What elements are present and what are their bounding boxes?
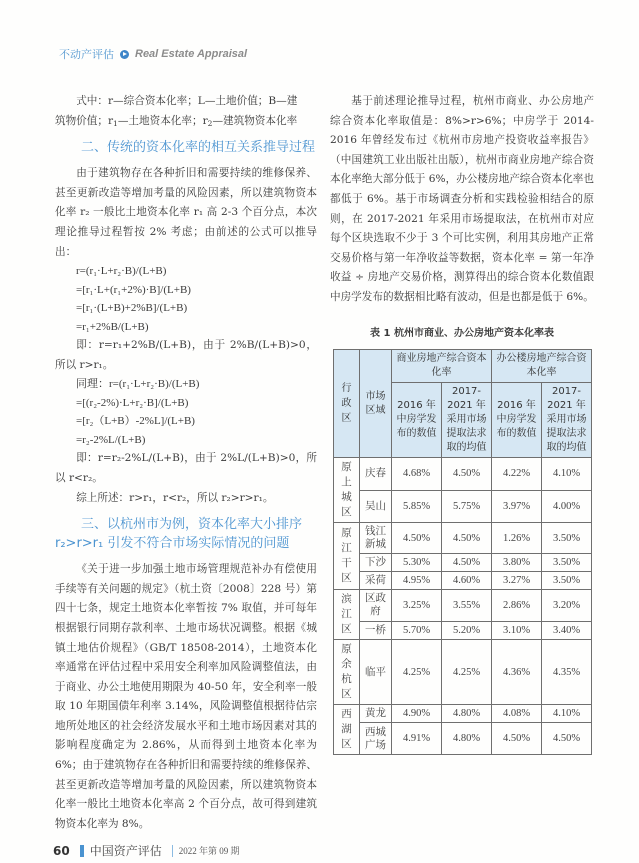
derivation-2-intro: 同理：r=(r₁·L+r₂·B)/(L+B) [76, 378, 200, 391]
rate-cell: 3.40% [542, 621, 592, 639]
derivation-1-line: r=(r₁·L+r₂·B)/(L+B) [76, 265, 167, 278]
district-text: 原上城区 [341, 461, 352, 519]
rate-cell: 4.50% [442, 458, 492, 491]
market-area-text: 下沙 [365, 556, 386, 569]
rate-cell: 4.68% [392, 458, 442, 491]
header-area-text: 市场区域 [365, 390, 386, 416]
rate-cell: 4.25% [442, 640, 492, 705]
rate-cell: 5.20% [442, 621, 492, 639]
market-area-cell [360, 458, 392, 491]
market-area-cell [360, 572, 392, 590]
rate-cell: 5.30% [392, 554, 442, 572]
rate-cell: 4.91% [392, 723, 442, 755]
market-area-text: 钱江新城 [365, 525, 386, 551]
rate-cell: 4.50% [442, 554, 492, 572]
rate-cell: 5.70% [392, 621, 442, 639]
district-text: 原江干区 [341, 527, 352, 585]
rate-cell: 3.50% [542, 523, 592, 554]
derivation-1-conclusion: 即：r=r₁+2%B/(L+B)，由于 2%B/(L+B)>0，所以 r>r₁。 [55, 339, 317, 371]
rate-cell: 1.26% [492, 523, 542, 554]
section-3-paragraph: 《关于进一步加强土地市场管理规范补办有偿使用手续等有关问题的规定》（杭土资〔2008〕228 号）第四十七条，规定土地资本化率暂按 7% 取值，并可每年根据银行同期存款利率、土地市场状况调整。根据《城镇土地估价规程》（GB/T 18508-2014），土地资本化率通常在评估过程中采用安全利率加风险调整值法，由于商业、办公土地使用期限为 40-50 年，安全利率一般取 10 年期国债年利率 3.14%，风险调整值根据待估宗地所处地区的社会经济发展水平和土地市场因素对其的影响程度确定为 2.86%，从而得到土地资本化率为 6%；由于建筑物存在各种折旧和需要持续的维修保养、甚至更新改造等增加考量的风险因素，所以建筑物资本化率一般比土地资本化率高 2 个百分点，故可得到建筑物资本化率为 8%。 [55, 563, 317, 830]
capitalization-rate-table [333, 349, 592, 755]
table-row [334, 590, 592, 622]
section-label-cn: 不动产评估 [59, 48, 114, 61]
footer-separator [172, 845, 173, 857]
table-row [334, 723, 592, 755]
table-row [334, 490, 592, 523]
table-row [334, 554, 592, 572]
formula-legend-line2: 筑物价值；$r_1—$土地资本化率；$r_2—$建筑物资本化率 [55, 114, 298, 128]
district-cell [334, 640, 360, 705]
market-area-cell [360, 621, 392, 639]
rate-cell: 3.27% [492, 572, 542, 590]
table-title: 表 1 杭州市商业、办公房地产资本化率表 [370, 327, 554, 339]
rate-cell: 4.50% [442, 523, 492, 554]
district-cell [334, 590, 360, 640]
market-area-cell [360, 590, 392, 622]
legend-text: —土地资本化率；r [117, 114, 208, 127]
rate-cell: 4.95% [392, 572, 442, 590]
header-commercial-2016: 2016 年中房学发布的数值 [392, 383, 442, 458]
market-area-cell [360, 490, 392, 523]
rate-cell: 3.10% [492, 621, 542, 639]
district-text: 西湖区 [341, 708, 352, 751]
table-row [334, 572, 592, 590]
rate-cell: 4.08% [492, 705, 542, 723]
page-number: 60 [53, 843, 70, 858]
table-row [334, 523, 592, 554]
left-column [55, 92, 317, 834]
market-area-text: 吴山 [365, 499, 386, 512]
table-row [334, 640, 592, 705]
market-area-text: 采荷 [365, 574, 386, 587]
header-group-commercial: 商业房地产综合资本化率 [392, 350, 492, 383]
formula-legend-line1: 式中：r—综合资本化率；L—土地价值；B—建 [76, 95, 298, 107]
table-row [334, 705, 592, 723]
derivation-2-line: =[(r₂-2%)·L+r₂·B]/(L+B) [76, 396, 189, 409]
market-area-text: 临平 [365, 665, 386, 678]
section-2-paragraph: 由于建筑物存在各种折旧和需要持续的维修保养、甚至更新改造等增加考量的风险因素，所以建筑物资本化率 r₂ 一般比土地资本化率 r₁ 高 2-3 个百分点，本次理论推导过程暂按 2% 考虑；由前述的公式可以推导出： [55, 167, 317, 258]
rate-cell: 5.75% [442, 490, 492, 523]
rate-cell: 4.50% [392, 523, 442, 554]
legend-text: —建筑物资本化率 [212, 114, 298, 127]
section-3-heading-line1: 三、以杭州市为例，资本化率大小排序 [81, 517, 303, 533]
district-cell [334, 705, 360, 755]
section-3-heading-line2: r₂>r>r₁ 引发不符合市场实际情况的问题 [55, 536, 290, 552]
issue-label: 2022 年第 09 期 [178, 846, 240, 856]
district-cell [334, 458, 360, 523]
rate-cell: 3.50% [542, 554, 592, 572]
header-office-2016: 2016 年中房学发布的数值 [492, 383, 542, 458]
section-3-heading [55, 515, 317, 553]
derivation-summary: 综上所述：r>r₁，r<r₂，所以 r₂>r>r₁。 [76, 491, 274, 504]
market-area-text: 一桥 [365, 623, 386, 636]
rate-cell: 3.20% [542, 590, 592, 622]
rate-cell: 4.50% [492, 723, 542, 755]
rate-cell: 4.80% [442, 705, 492, 723]
rate-cell: 5.85% [392, 490, 442, 523]
market-area-text: 庆春 [365, 467, 386, 480]
derivation-2-line: =[r₂（L+B）-2%L]/(L+B) [76, 415, 195, 428]
footer-bar-divider [80, 845, 84, 857]
rate-cell: 4.50% [542, 723, 592, 755]
market-area-cell [360, 723, 392, 755]
table-row [334, 458, 592, 491]
district-text: 原余杭区 [341, 643, 352, 701]
district-text: 滨江区 [341, 593, 352, 636]
rate-cell: 3.50% [542, 572, 592, 590]
page-footer [53, 842, 239, 859]
section-label-en: Real Estate Appraisal [135, 48, 248, 60]
derivation-1-line: =[r₁·(L+B)+2%B]/(L+B) [76, 302, 188, 315]
rate-cell: 4.10% [542, 705, 592, 723]
header-office-2017-2021: 2017-2021 年采用市场提取法求取的均值 [542, 383, 592, 458]
rate-cell: 4.90% [392, 705, 442, 723]
market-area-cell [360, 523, 392, 554]
derivation-2-line: =r₂-2%L/(L+B) [76, 433, 146, 446]
right-paragraph: 基于前述理论推导过程，杭州市商业、办公房地产综合资本化率取值是：8%>r>6%；中房学于 2014-2016 年曾经发布过《杭州市房地产投资收益率报告》（中国建筑工业出版社出版），杭州市商业房地产综合资本化率绝大部分低于 6%，办公楼房地产综合资本化率也都低于 6%。基于市场调查分析和实践检验相结合的原则，在 2017-2021 年采用市场提取法，在杭州市对应每个区块选取不少于 3 个可比实例，利用其房地产正常交易价格与第一年净收益等数据，资本化率 = 第一年净收益 ÷ 房地产交易价格，测算得出的综合资本化数值跟中房学发布的数据相比略有波动，但是也都是低于 6%。 [330, 95, 594, 303]
market-area-text: 西城广场 [365, 725, 386, 751]
rate-cell: 2.86% [492, 590, 542, 622]
market-area-text: 黄龙 [365, 707, 386, 720]
rate-cell: 4.00% [542, 490, 592, 523]
rate-cell: 3.55% [442, 590, 492, 622]
rate-cell: 4.36% [492, 640, 542, 705]
rate-cell: 4.25% [392, 640, 442, 705]
header-district-text: 行政区 [341, 383, 352, 425]
header-group-office: 办公楼房地产综合资本化率 [492, 350, 592, 383]
running-head [59, 46, 247, 62]
circle-arrow-icon [120, 50, 129, 59]
legend-text: 筑物价值；r [55, 114, 114, 127]
rate-cell: 4.10% [542, 458, 592, 491]
header-area [360, 350, 392, 458]
rate-cell: 4.35% [542, 640, 592, 705]
rate-cell: 4.80% [442, 723, 492, 755]
market-area-text: 区政府 [365, 592, 386, 618]
rate-cell: 3.80% [492, 554, 542, 572]
market-area-cell [360, 554, 392, 572]
header-commercial-2017-2021: 2017-2021 年采用市场提取法求取的均值 [442, 383, 492, 458]
derivation-1-line: =[r₁·L+(r₁+2%)·B]/(L+B) [76, 283, 191, 296]
market-area-cell [360, 640, 392, 705]
derivation-1-line: =r₁+2%B/(L+B) [76, 320, 149, 333]
derivation-2-conclusion: 即：r=r₂-2%L/(L+B)，由于 2%L/(L+B)>0，所以 r<r₂。 [55, 452, 317, 484]
rate-cell: 4.22% [492, 458, 542, 491]
market-area-cell [360, 705, 392, 723]
header-district [334, 350, 360, 458]
journal-name: 中国资产评估 [89, 844, 162, 858]
rate-cell: 3.97% [492, 490, 542, 523]
district-cell [334, 523, 360, 590]
rate-cell: 4.60% [442, 572, 492, 590]
section-2-heading: 二、传统的资本化率的相互关系推导过程 [81, 140, 316, 156]
right-column [330, 92, 594, 755]
rate-cell: 3.25% [392, 590, 442, 622]
table-row [334, 621, 592, 639]
table-body [334, 458, 592, 755]
